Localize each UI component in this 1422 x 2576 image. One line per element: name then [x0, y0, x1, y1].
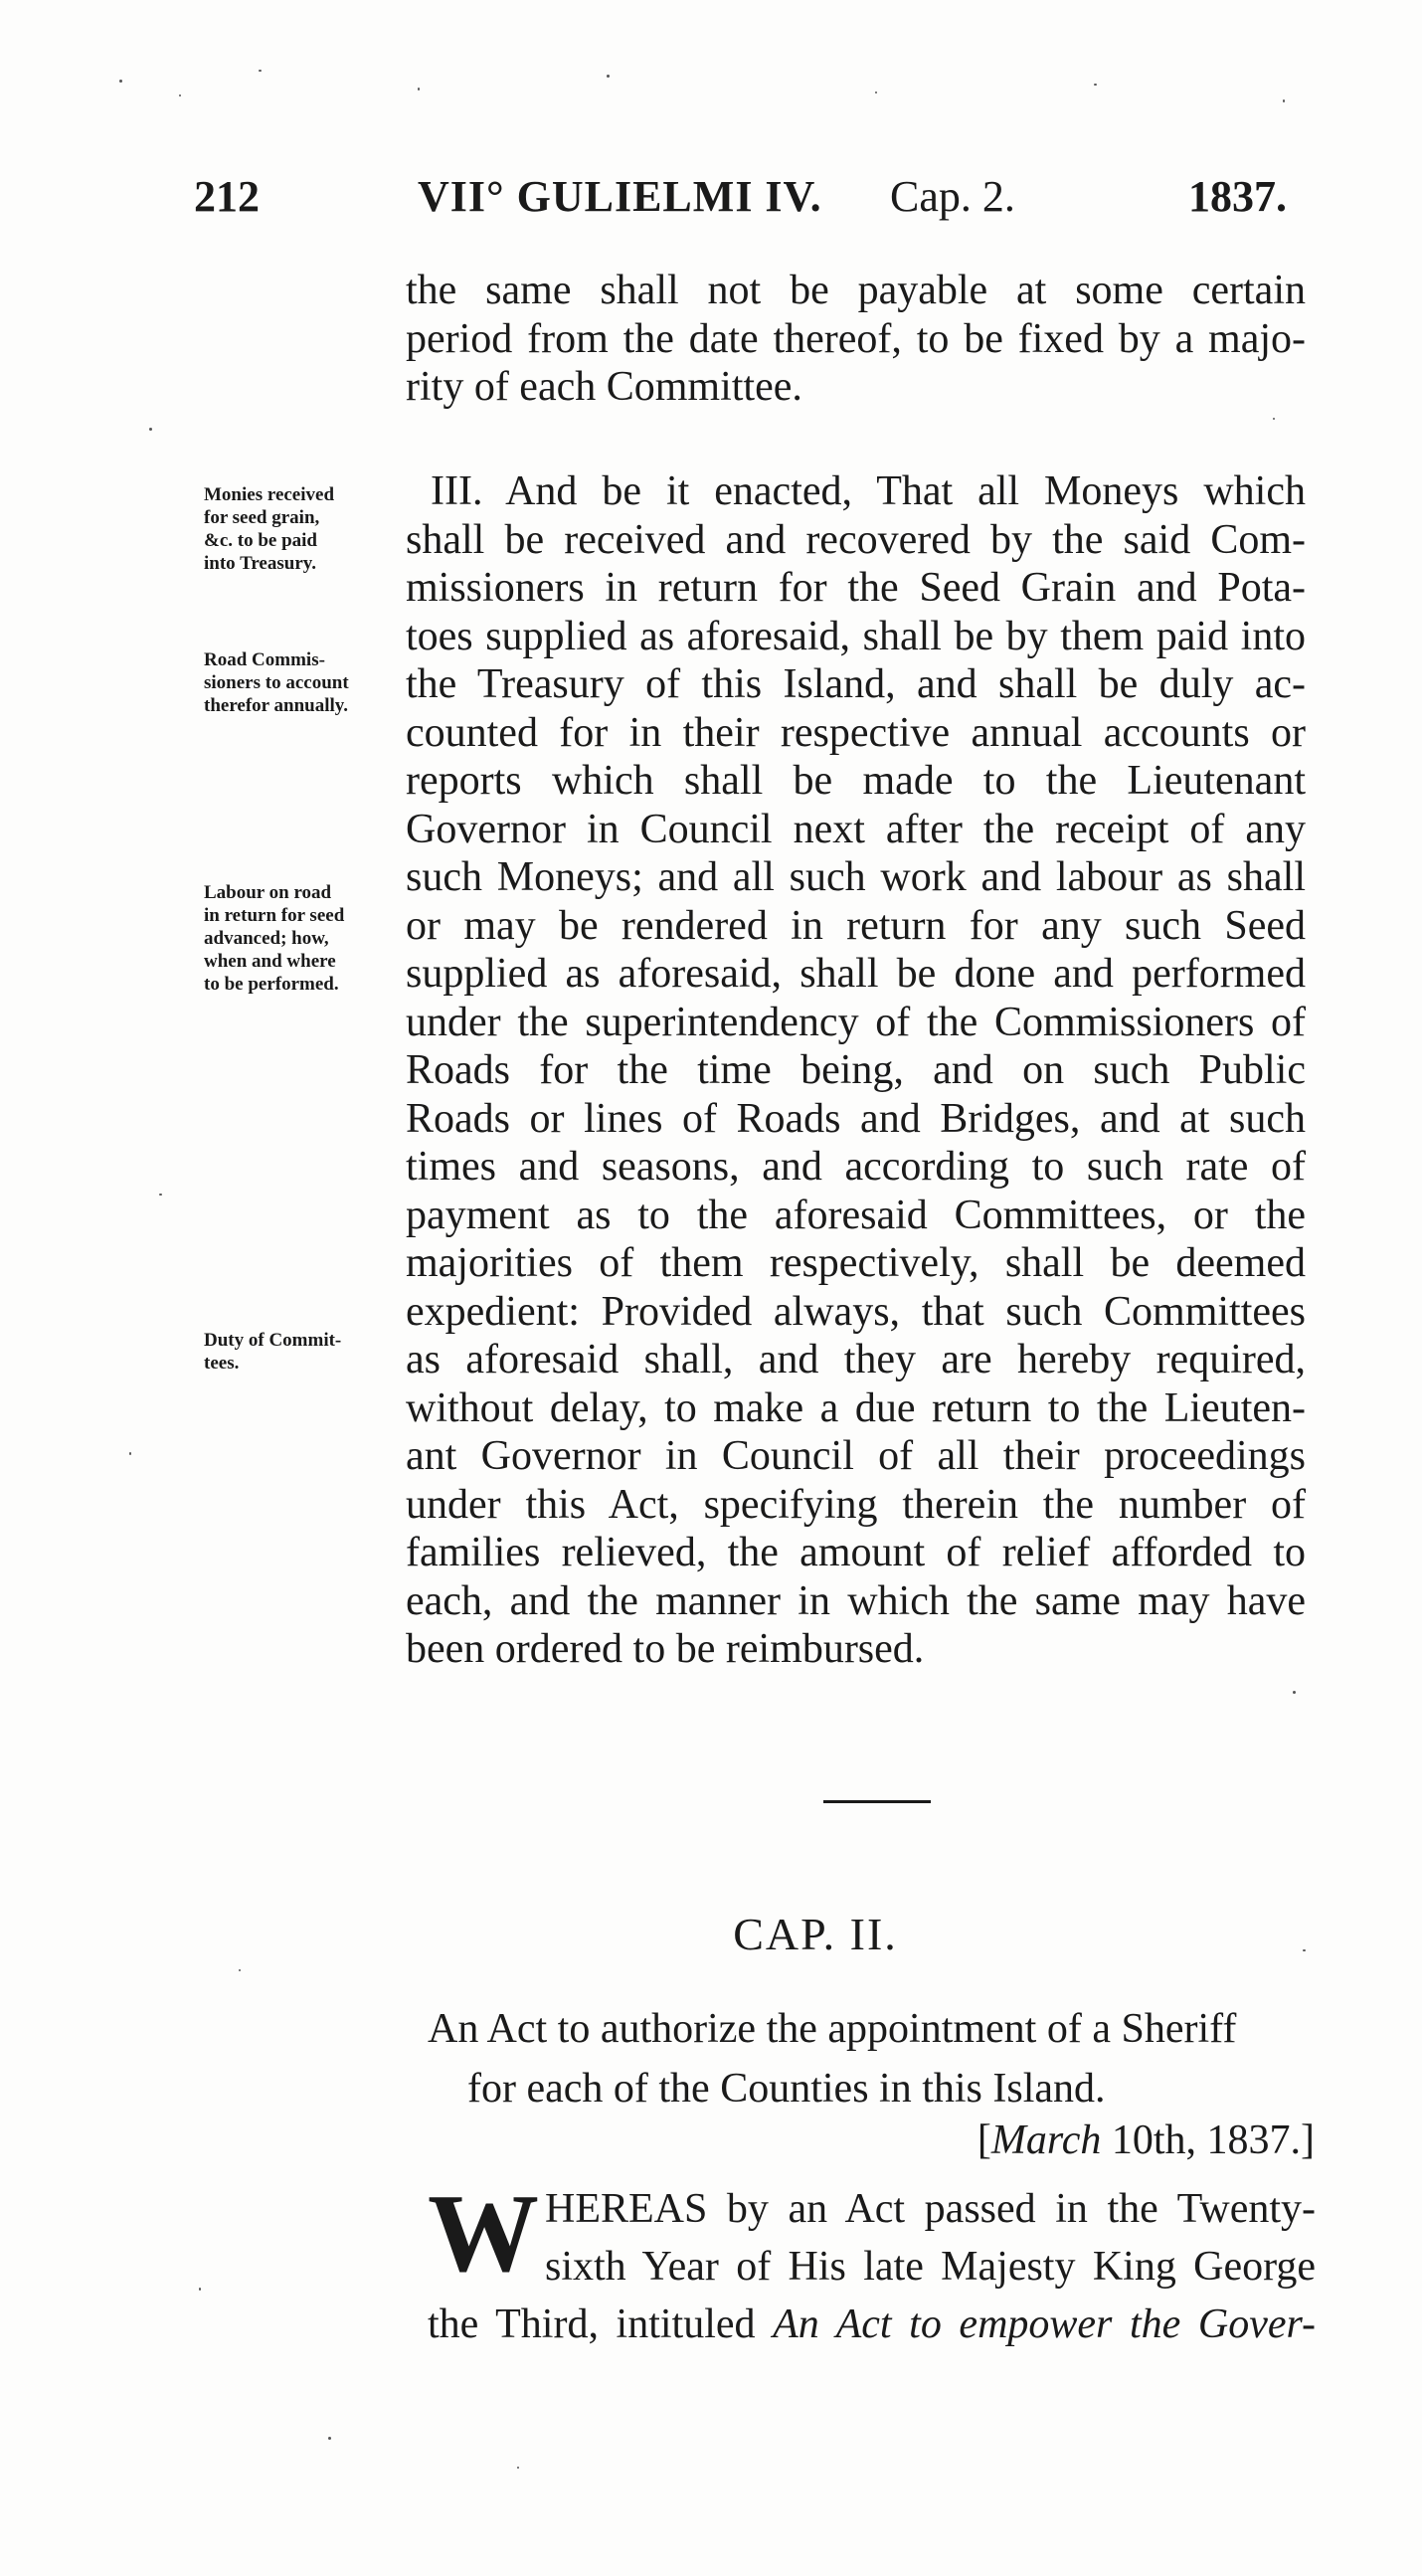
- text-line: without delay, to make a due return to the Lieuten-: [406, 1384, 1306, 1431]
- text-line: III. And be it enacted, That all Moneys which: [431, 468, 1306, 514]
- text-line: Governor in Council next after the receipt of any: [406, 806, 1306, 852]
- text-line: Roads for the time being, and on such Public: [406, 1047, 1306, 1093]
- continuation-paragraph: [406, 267, 1306, 412]
- text-line: been ordered to be reimbursed.: [406, 1626, 925, 1672]
- margin-note-labour: [204, 881, 403, 996]
- text-line: [428, 2296, 1316, 2353]
- margin-line: tees.: [204, 1353, 240, 1374]
- act-title-line: for each of the Counties in this Island.: [467, 2066, 1106, 2112]
- regnal-year: VII° GULIELMI IV.: [418, 172, 822, 221]
- margin-line: Duty of Commit-: [204, 1330, 342, 1351]
- date-bracket: [: [977, 2117, 991, 2163]
- margin-line: advanced; how,: [204, 928, 329, 949]
- margin-note-committees: [204, 1329, 403, 1375]
- running-year: 1837.: [1188, 172, 1287, 221]
- date-month: March: [990, 2117, 1102, 2163]
- text-line: rity of each Committee.: [406, 364, 802, 410]
- margin-line: Road Commis-: [204, 649, 325, 670]
- text-line: such Moneys; and all such work and labour as shall: [406, 854, 1306, 900]
- text-line: supplied as aforesaid, shall be done and performed: [406, 951, 1306, 997]
- text-line: each, and the manner in which the same may have: [406, 1577, 1306, 1624]
- preamble: [428, 2172, 1316, 2353]
- drop-cap: W: [428, 2172, 539, 2296]
- margin-note-monies: [204, 483, 403, 575]
- text-line: expedient: Provided always, that such Committees: [406, 1288, 1306, 1335]
- text-line: ant Governor in Council of all their proceedings: [406, 1433, 1306, 1479]
- text-line: the same shall not be payable at some certain: [406, 268, 1306, 313]
- text-line: shall be received and recovered by the said Com-: [406, 516, 1306, 563]
- margin-line: &c. to be paid: [204, 530, 317, 551]
- text-line: period from the date thereof, to be fixed by a majo-: [406, 315, 1306, 362]
- running-head: [194, 171, 1318, 227]
- text-line: sixth Year of His late Majesty King George: [545, 2244, 1316, 2290]
- margin-line: for seed grain,: [204, 507, 320, 528]
- text-run: the Third, intituled: [428, 2301, 774, 2347]
- enactment-date: [978, 2116, 1315, 2164]
- text-line: as aforesaid shall, and they are hereby required,: [406, 1337, 1306, 1382]
- section-III: [406, 467, 1306, 1674]
- text-line: the Treasury of this Island, and shall be duly ac-: [406, 661, 1306, 707]
- chapter-ref: Cap. 2.: [890, 172, 1015, 221]
- date-rest: 10th, 1837.]: [1101, 2117, 1315, 2163]
- text-line: times and seasons, and according to such rate of: [406, 1144, 1306, 1190]
- text-line: reports which shall be made to the Lieutenant: [406, 758, 1306, 804]
- margin-line: sioners to account: [204, 672, 349, 693]
- margin-line: Monies received: [204, 484, 335, 505]
- text-line: HEREAS by an Act passed in the Twenty-: [545, 2186, 1316, 2232]
- text-line: Roads or lines of Roads and Bridges, and at such: [406, 1095, 1306, 1142]
- act-title-line: An Act to authorize the appointment of a Sheriff: [428, 2006, 1237, 2052]
- text-line: payment as to the aforesaid Committees, or the: [406, 1192, 1306, 1238]
- italic-title-run: An Act to empower the Gover-: [773, 2301, 1316, 2347]
- text-line: counted for in their respective annual accounts or: [406, 709, 1306, 756]
- text-line: majorities of them respectively, shall be deemed: [406, 1240, 1306, 1286]
- margin-line: Labour on road: [204, 882, 332, 903]
- margin-line: in return for seed: [204, 905, 345, 926]
- margin-line: to be performed.: [204, 974, 339, 995]
- text-line: or may be rendered in return for any such Seed: [406, 902, 1306, 949]
- chapter-heading: CAP. II.: [733, 1909, 898, 1959]
- margin-line: when and where: [204, 951, 336, 972]
- text-line: families relieved, the amount of relief afforded to: [406, 1530, 1306, 1575]
- margin-note-road-commissioners: [204, 648, 403, 717]
- text-line: missioners in return for the Seed Grain and Pota-: [406, 565, 1306, 611]
- text-line: under the superintendency of the Commissioners of: [406, 999, 1306, 1045]
- section-divider: [823, 1800, 931, 1803]
- margin-line: therefor annually.: [204, 695, 348, 716]
- text-line: under this Act, specifying therein the number of: [406, 1481, 1306, 1528]
- text-line: toes supplied as aforesaid, shall be by them paid into: [406, 613, 1306, 659]
- page-number: 212: [194, 172, 260, 221]
- act-title: [428, 1999, 1323, 2118]
- margin-line: into Treasury.: [204, 553, 316, 574]
